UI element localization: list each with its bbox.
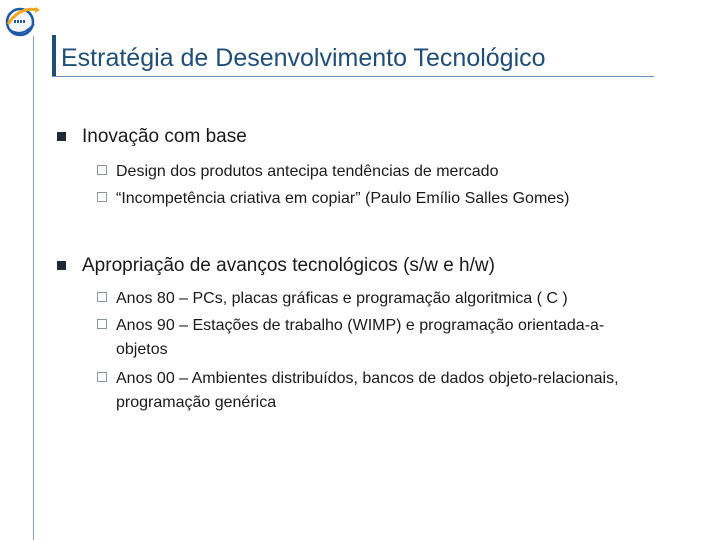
sub-item	[0, 159, 720, 185]
square-bullet-icon	[57, 261, 66, 270]
sub-item	[0, 186, 720, 212]
title-underline	[52, 76, 654, 77]
bullet-text: Apropriação de avanços tecnológicos (s/w e h/w)	[82, 255, 495, 276]
sub-item	[0, 366, 720, 392]
title-bracket	[52, 35, 56, 77]
sub-item-text: programação genérica	[116, 394, 277, 411]
sub-item-continuation	[0, 390, 720, 416]
slide-title: Estratégia de Desenvolvimento Tecnológico	[61, 44, 546, 72]
sub-item	[0, 313, 720, 339]
checkbox-bullet-icon	[97, 165, 107, 175]
sub-item-text: Anos 80 – PCs, placas gráficas e programação algoritmica ( C )	[116, 290, 568, 307]
sub-item-text: Anos 00 – Ambientes distribuídos, bancos de dados objeto-relacionais,	[116, 370, 619, 387]
sub-item-continuation	[0, 337, 720, 363]
checkbox-bullet-icon	[97, 372, 107, 382]
checkbox-bullet-icon	[97, 319, 107, 329]
sub-item-text: Design dos produtos antecipa tendências de mercado	[116, 163, 499, 180]
inpe-logo-icon	[2, 2, 44, 38]
sub-item-text: objetos	[116, 341, 168, 358]
checkbox-bullet-icon	[97, 292, 107, 302]
sub-item	[0, 286, 720, 312]
sub-item-text: “Incompetência criativa em copiar” (Paulo Emílio Salles Gomes)	[116, 190, 570, 207]
sub-item-text: Anos 90 – Estações de trabalho (WIMP) e programação orientada-a-	[116, 317, 605, 334]
checkbox-bullet-icon	[97, 192, 107, 202]
square-bullet-icon	[57, 132, 66, 141]
bullet-text: Inovação com base	[82, 126, 247, 147]
